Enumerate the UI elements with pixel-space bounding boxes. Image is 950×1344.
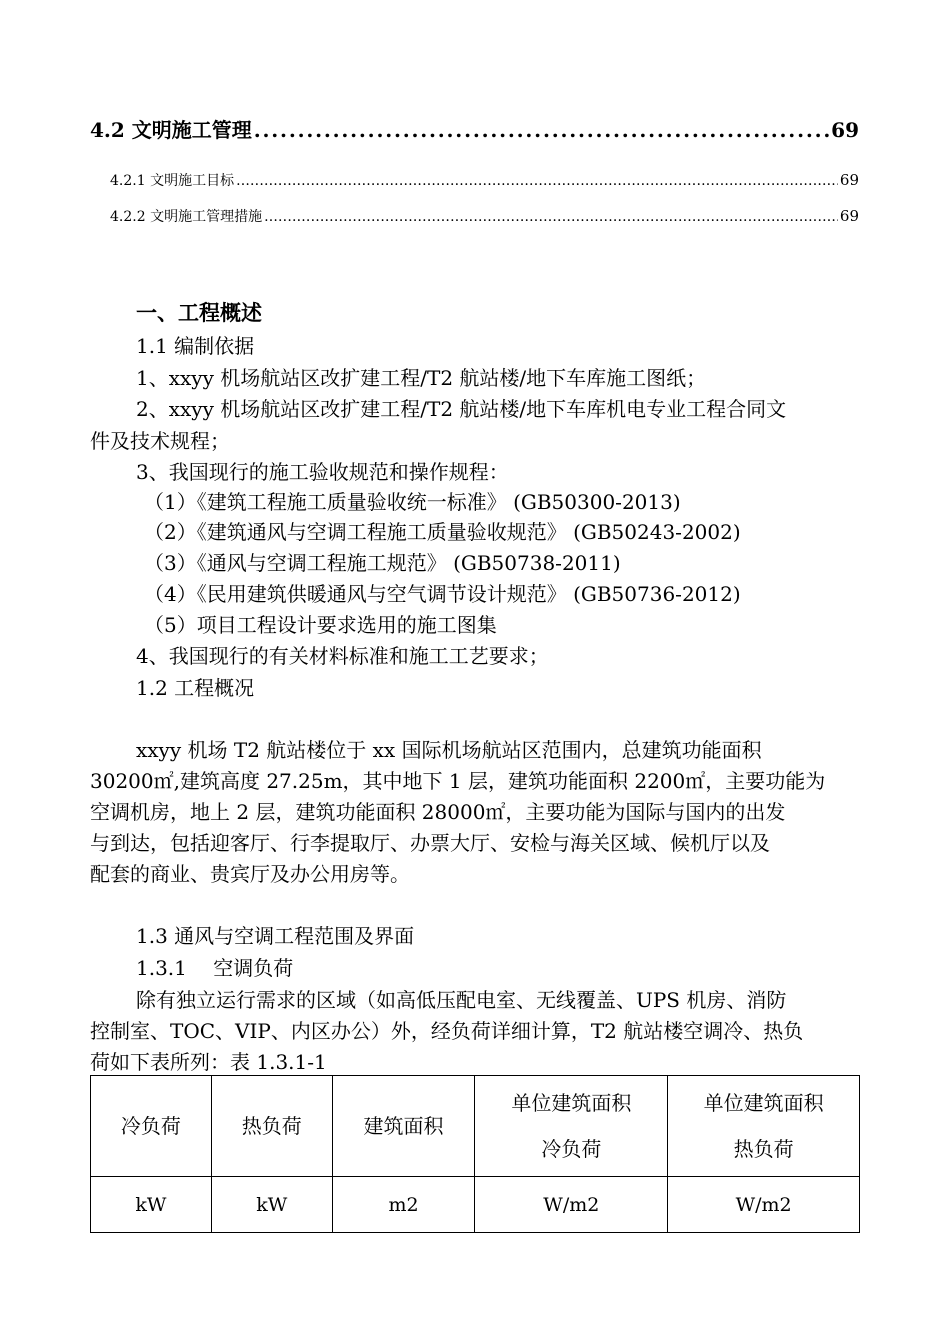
table-header-cell: 冷负荷	[91, 1076, 212, 1177]
table-header-cell: 单位建筑面积 冷负荷	[475, 1076, 668, 1177]
overview-paragraph-line: xxyy 机场 T2 航站楼位于 xx 国际机场航站区范围内，总建筑功能面积	[136, 738, 762, 762]
toc-entry-page: 69	[839, 207, 859, 225]
toc-entry-label: 4.2.2 文明施工管理措施	[110, 209, 263, 225]
toc-leader-dots	[254, 118, 829, 142]
table-header-cell: 建筑面积	[332, 1076, 475, 1177]
standard-item: （3）《通风与空调工程施工规范》 (GB50738-2011)	[144, 551, 621, 575]
table-row	[91, 1177, 860, 1233]
subsection-title: 1.3.1 空调负荷	[136, 956, 294, 980]
toc-entry-label: 4.2 文明施工管理	[90, 118, 252, 142]
toc-entry-page: 69	[839, 171, 859, 189]
subsection-title: 1.3 通风与空调工程范围及界面	[136, 924, 415, 948]
subsection-title: 1.1 编制依据	[136, 334, 255, 358]
toc-leader-dots	[236, 173, 838, 189]
table-header-cell: 热负荷	[211, 1076, 332, 1177]
toc-entry-label: 4.2.1 文明施工目标	[110, 173, 235, 189]
table-cell: kW	[211, 1177, 332, 1233]
toc-entry-4-2-2[interactable]	[110, 206, 859, 226]
toc-entry-4-2[interactable]	[90, 114, 859, 143]
standard-item: （2）《建筑通风与空调工程施工质量验收规范》 (GB50243-2002)	[144, 520, 741, 544]
load-paragraph-line: 荷如下表所列：表 1.3.1-1	[90, 1050, 327, 1074]
load-table	[90, 1075, 860, 1233]
table-header-row	[91, 1076, 860, 1177]
standard-item: （1）《建筑工程施工质量验收统一标准》 (GB50300-2013)	[144, 490, 681, 514]
table-cell: kW	[91, 1177, 212, 1233]
overview-paragraph-line: 与到达，包括迎客厅、行李提取厅、办票大厅、安检与海关区域、候机厅以及	[90, 831, 770, 855]
overview-paragraph-line: 空调机房，地上 2 层，建筑功能面积 28000㎡，主要功能为国际与国内的出发	[90, 800, 786, 824]
table-cell: m2	[332, 1177, 475, 1233]
toc-entry-4-2-1[interactable]	[110, 170, 859, 190]
table-cell: W/m2	[475, 1177, 668, 1233]
table-header-cell: 单位建筑面积 热负荷	[668, 1076, 860, 1177]
standard-item: （4）《民用建筑供暖通风与空气调节设计规范》 (GB50736-2012)	[144, 582, 741, 606]
basis-item: 3、我国现行的施工验收规范和操作规程：	[136, 460, 509, 484]
subsection-title: 1.2 工程概况	[136, 676, 255, 700]
load-paragraph-line: 除有独立运行需求的区域（如高低压配电室、无线覆盖、UPS 机房、消防	[136, 988, 787, 1012]
overview-paragraph-line: 30200㎡,建筑高度 27.25m，其中地下 1 层，建筑功能面积 2200㎡，主要功能为	[90, 769, 826, 793]
basis-item: 4、我国现行的有关材料标准和施工工艺要求；	[136, 644, 549, 668]
standard-item: （5）项目工程设计要求选用的施工图集	[144, 613, 497, 637]
basis-item: 1、xxyy 机场航站区改扩建工程/T2 航站楼/地下车库施工图纸；	[136, 366, 707, 390]
toc-leader-dots	[264, 209, 838, 225]
toc-entry-page: 69	[831, 118, 859, 142]
section-title: 一、工程概述	[136, 300, 262, 325]
load-paragraph-line: 控制室、TOC、VIP、内区办公）外，经负荷详细计算，T2 航站楼空调冷、热负	[90, 1019, 804, 1043]
table-cell: W/m2	[668, 1177, 860, 1233]
basis-item-continued: 件及技术规程；	[90, 429, 230, 453]
basis-item: 2、xxyy 机场航站区改扩建工程/T2 航站楼/地下车库机电专业工程合同文	[136, 397, 787, 421]
overview-paragraph-line: 配套的商业、贵宾厅及办公用房等。	[90, 862, 410, 886]
